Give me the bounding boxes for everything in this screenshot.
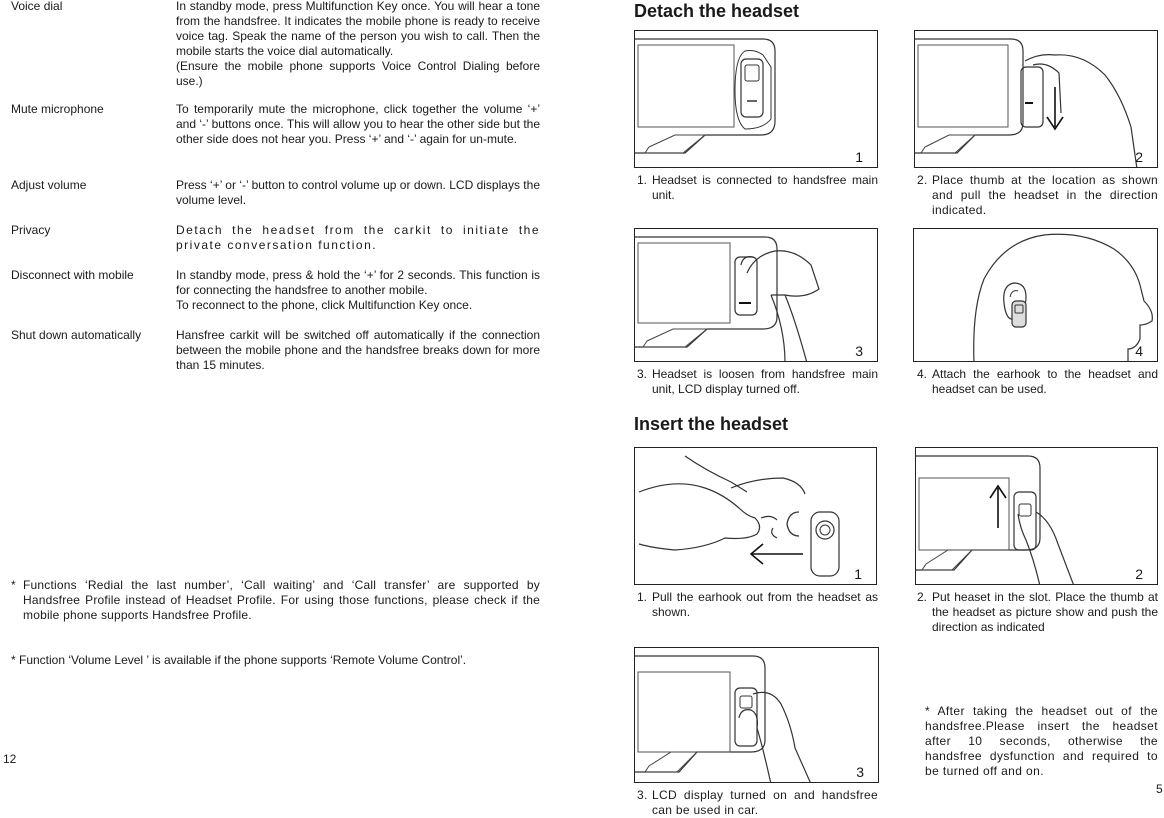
caption-number: 3.: [637, 367, 648, 381]
function-label-privacy: Privacy: [11, 223, 51, 237]
page-number-left: 12: [3, 752, 17, 766]
figure-number: 1: [854, 566, 862, 582]
footnote-text: Functions ‘Redial the last number’, ‘Call waiting’ and ‘Call transfer’ are supported by Handsfree Profile instead of Headset Profile. For using those functions, please check if the mobile phone supports Handsfree Profile.: [23, 578, 540, 622]
caption-detach-3: [637, 367, 878, 397]
lcd-on-illustration: [635, 648, 879, 783]
headset-insert-illustration: [916, 448, 1158, 585]
caption-text: Headset is connected to handsfree main unit.: [652, 173, 878, 202]
carkit-illustration: [635, 31, 878, 168]
function-label-disconnect: Disconnect with mobile: [11, 268, 134, 282]
figure-number: 3: [855, 343, 863, 359]
caption-number: 2.: [917, 590, 928, 604]
function-label-voice-dial: Voice dial: [11, 0, 63, 13]
figure-detach-2: [914, 30, 1158, 168]
section-heading-detach: Detach the headset: [634, 1, 800, 21]
earhook-attached-illustration: [914, 229, 1158, 362]
caption-number: 1.: [637, 590, 648, 604]
caption-text: Headset is loosen from handsfree main unit, LCD display turned off.: [652, 367, 878, 396]
footnote-asterisk: *: [11, 578, 16, 592]
function-label-mute-microphone: Mute microphone: [11, 102, 104, 116]
function-desc-adjust-volume: [176, 178, 540, 208]
caption-detach-1: [637, 173, 878, 203]
footnote-profiles: [11, 578, 540, 623]
caption-text: Put heaset in the slot. Place the thumb at the headset as picture show and push the direction as indicated: [932, 590, 1158, 634]
figure-detach-3: [634, 228, 878, 362]
desc-line: In standby mode, press & hold the ‘+’ for 2 seconds. This function is for connecting the handsfree to another mobile.: [176, 268, 540, 297]
caption-number: 2.: [917, 173, 928, 187]
caption-number: 3.: [637, 788, 648, 802]
figure-number: 3: [856, 764, 864, 780]
desc-line: In standby mode, press Multifunction Key once. You will hear a tone from the handsfree. It indicates the mobile phone is ready to receive voice tag. Speak the name of the person you wish to call. Then the mobile starts the voice dial automatically.: [176, 0, 540, 58]
footnote-volume-level: * Function ‘Volume Level ’ is available if the phone supports ‘Remote Volume Control’.: [11, 653, 467, 667]
function-desc-shut-down: [176, 328, 540, 373]
caption-insert-1: [637, 590, 878, 620]
figure-insert-2: [915, 447, 1158, 585]
function-desc-privacy: [176, 223, 540, 253]
desc-line: To reconnect to the phone, click Multifunction Key once.: [176, 298, 473, 312]
figure-number: 4: [1135, 343, 1143, 359]
function-desc-mute-microphone: [176, 102, 540, 147]
figure-number: 1: [855, 149, 863, 165]
figure-insert-1: [634, 447, 877, 585]
earhook-pull-illustration: [635, 448, 877, 585]
function-label-adjust-volume: Adjust volume: [11, 178, 87, 192]
desc-line: (Ensure the mobile phone supports Voice Control Dialing before use.): [176, 59, 540, 88]
caption-detach-4: [917, 367, 1158, 397]
caption-text: Attach the earhook to the headset and headset can be used.: [932, 367, 1158, 396]
headset-loosen-illustration: [635, 229, 878, 362]
figure-detach-1: [634, 30, 878, 168]
function-desc-disconnect: [176, 268, 540, 313]
figure-number: 2: [1135, 149, 1143, 165]
caption-insert-2: [917, 590, 1158, 635]
caption-number: 4.: [917, 367, 928, 381]
figure-number: 2: [1135, 566, 1143, 582]
function-label-shut-down: Shut down automatically: [11, 328, 142, 342]
caption-text: LCD display turned on and handsfree can be used in car.: [652, 788, 878, 817]
desc-line: Hansfree carkit will be switched off automatically if the connection between the mobile phone and the handsfree breaks down for more than 15 minutes.: [176, 328, 540, 372]
caption-text: Pull the earhook out from the headset as shown.: [652, 590, 878, 619]
figure-insert-3: [634, 647, 879, 783]
desc-line: To temporarily mute the microphone, click together the volume ‘+’ and ‘-’ buttons once. This will allow you to hear the other side but the other side does not hear you. Press ‘+’ and ‘-’ again for un-mute.: [176, 102, 540, 146]
caption-number: 1.: [637, 173, 648, 187]
caption-detach-2: [917, 173, 1158, 218]
page-number-right: 5: [1156, 782, 1163, 796]
section-heading-insert: Insert the headset: [634, 414, 789, 434]
desc-line: Press ‘+’ or ‘-’ button to control volume up or down. LCD displays the volume level.: [176, 178, 540, 207]
desc-line: Detach the headset from the carkit to initiate the private conversation function.: [176, 223, 540, 252]
figure-detach-4: [913, 228, 1158, 362]
thumb-pull-illustration: [915, 31, 1158, 168]
insert-note: * After taking the headset out of the handsfree.Please insert the headset after 10 seconds, otherwise the handsfree dysfunction and required to be turned off and on.: [925, 704, 1158, 778]
caption-text: Place thumb at the location as shown and pull the headset in the direction indicated.: [932, 173, 1158, 217]
function-desc-voice-dial: [176, 0, 540, 89]
